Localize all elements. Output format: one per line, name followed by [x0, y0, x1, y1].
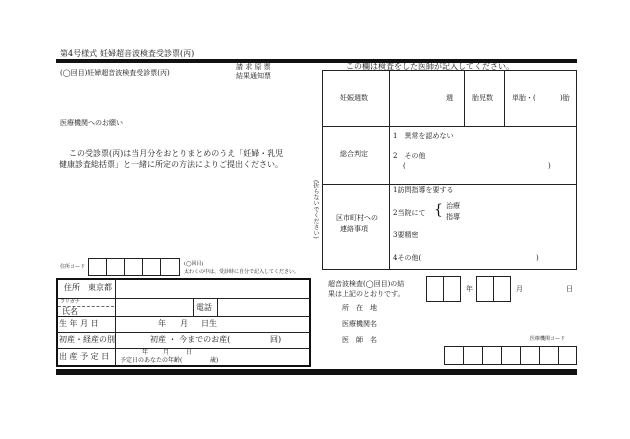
phone-label: 電話 — [196, 303, 212, 312]
parity-unit: 回) — [270, 335, 282, 344]
address-code-boxes[interactable] — [88, 258, 180, 276]
doctor-fill-header: この欄は検査をした医師が記入してください。 — [346, 62, 514, 71]
result-day: 日 — [566, 285, 573, 293]
result-year-box[interactable] — [443, 276, 461, 302]
address-label: 住所 — [64, 283, 80, 292]
name-label: 氏名 — [62, 307, 78, 316]
address-code-digit[interactable] — [142, 258, 161, 276]
address-value[interactable]: 東京都 — [88, 283, 112, 292]
address-code-digit[interactable] — [88, 258, 107, 276]
facility-code-boxes[interactable] — [444, 346, 577, 365]
due-age-unit: 歳) — [210, 357, 219, 364]
address-code-digit[interactable] — [160, 258, 180, 276]
claim-label-1: 請 求 原 票 — [236, 63, 271, 71]
request-line-2: 健康診査総括票」と一緒に所定の方法によりご提出ください。 — [59, 160, 283, 169]
request-line-1: この受診票(丙)は当月分をおとりまとめのうえ「妊婦・乳児 — [69, 149, 284, 158]
furigana-label: フリガナ — [60, 299, 80, 305]
judgment-label: 総合判定 — [340, 150, 368, 158]
result-line-1: 超音波検査(◯回目)の結 — [328, 280, 405, 288]
dob-day: 日生 — [201, 319, 217, 328]
facility-code-digit[interactable] — [482, 346, 502, 365]
judgment-paren-close: ) — [548, 162, 551, 170]
facility-code-digit[interactable] — [501, 346, 521, 365]
dob-month: 月 — [180, 319, 188, 328]
due-day: 日 — [186, 349, 193, 356]
weeks-unit: 週 — [446, 94, 453, 102]
judgment-option-2[interactable]: 2 その他 — [393, 152, 426, 160]
left-form-title: (◯回目)妊婦超音波検査受診票(丙) — [60, 69, 170, 77]
result-month: 月 — [516, 285, 523, 293]
result-month-box[interactable] — [493, 276, 511, 302]
weeks-label: 妊娠週数 — [340, 94, 368, 102]
doctor-name-label: 医 師 名 — [342, 336, 377, 344]
greeting-text: 医療機関へのお願い — [60, 119, 123, 127]
judgment-paren-open: ( — [403, 162, 406, 170]
result-line-2: 果は上記のとおりです。 — [328, 290, 405, 298]
liaison-option-1[interactable]: 1訪問指導を要する — [393, 186, 454, 194]
judgment-option-1[interactable]: 1 異常を認めない — [393, 132, 454, 140]
due-label: 出 産 予 定 日 — [59, 352, 110, 361]
dob-label: 生 年 月 日 — [59, 319, 99, 328]
facility-code-label: 医療機関コード — [530, 336, 566, 342]
liaison-label-2: 連絡事項 — [340, 225, 368, 233]
bottom-thick-rule — [56, 369, 577, 375]
facility-code-digit[interactable] — [444, 346, 464, 365]
round-note: (◯回目) — [184, 261, 204, 267]
result-month-box[interactable] — [476, 276, 494, 302]
liaison-option-4[interactable]: 4その他( — [393, 254, 422, 262]
facility-code-digit[interactable] — [463, 346, 483, 365]
fill-note: 太わくの中は、受診時に自分で記入してください。 — [184, 269, 300, 275]
fetus-label: 胎児数 — [472, 94, 493, 102]
facility-code-digit[interactable] — [539, 346, 559, 365]
address-code-digit[interactable] — [124, 258, 143, 276]
brace-icon: { — [434, 202, 443, 218]
parity-label: 初産・経産の別 — [59, 335, 115, 344]
address-code-digit[interactable] — [106, 258, 125, 276]
address-code-label: 住所コード — [60, 264, 86, 270]
facility-code-digit[interactable] — [520, 346, 540, 365]
result-year-box[interactable] — [426, 276, 444, 302]
liaison-option-4-close: ) — [536, 254, 539, 262]
clinic-address-label: 所 在 地 — [342, 304, 377, 312]
claim-label-2: 結果通知票 — [236, 72, 271, 80]
parity-value[interactable]: 初産 ・ 今までのお産( — [150, 335, 231, 344]
facility-name-label: 医療機関名 — [342, 320, 377, 328]
liaison-label-1: 区市町村への — [336, 214, 378, 222]
liaison-option-2a[interactable]: 治療 — [446, 202, 460, 210]
dob-year: 年 — [158, 319, 166, 328]
fetus-value[interactable]: 単胎・( — [512, 94, 536, 102]
liaison-option-2[interactable]: 2当院にて — [393, 209, 426, 217]
due-month: 月 — [163, 349, 170, 356]
liaison-option-2b[interactable]: 指導 — [446, 213, 460, 221]
liaison-option-3[interactable]: 3要精密 — [393, 231, 419, 239]
form-number: 第4号様式 — [60, 49, 98, 58]
fetus-unit: )胎 — [560, 94, 570, 102]
result-year: 年 — [466, 285, 473, 293]
due-year: 年 — [142, 349, 149, 356]
fold-note: (折らないでください) — [312, 180, 319, 239]
facility-code-digit[interactable] — [558, 346, 577, 365]
form-title: 妊婦超音波検査受診票(丙) — [100, 49, 195, 58]
due-age-text: 予定日のあなたの年齢( — [120, 357, 183, 364]
